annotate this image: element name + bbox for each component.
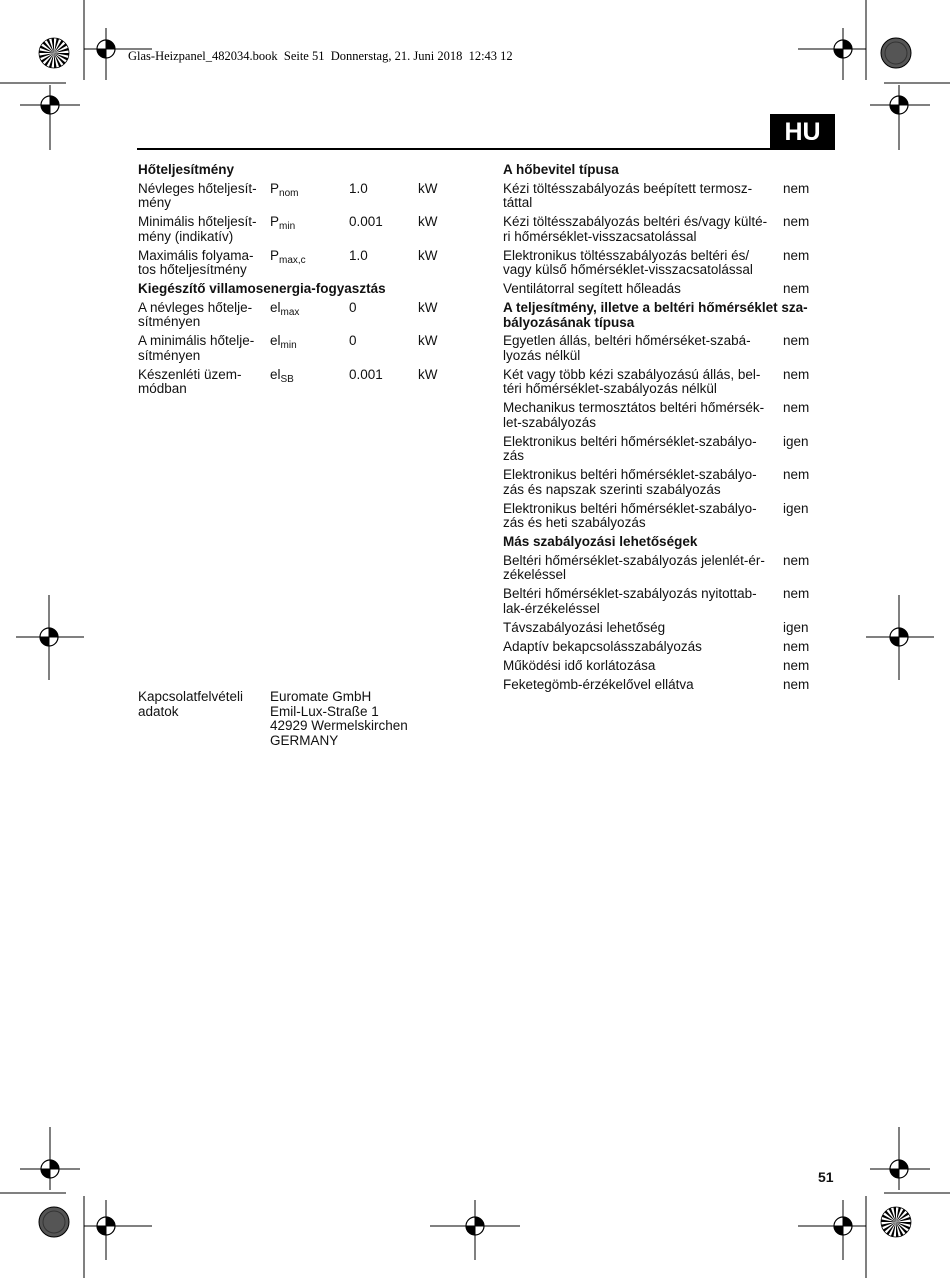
option-row bbox=[503, 282, 833, 297]
section-title-heat-output: Hőteljesítmény bbox=[138, 162, 235, 177]
option-label bbox=[503, 468, 783, 497]
option-label-line: Elektronikus töltésszabályozás beltéri és/ bbox=[503, 247, 750, 263]
spec-label-line: Készenléti üzem- bbox=[138, 366, 242, 382]
option-label-line: Elektronikus beltéri hőmérséklet-szabályo- bbox=[503, 467, 757, 482]
spec-label-line: sítményen bbox=[138, 347, 201, 363]
spec-symbol bbox=[270, 249, 349, 278]
contact-line: Emil-Lux-Straße 1 bbox=[270, 703, 379, 719]
contact-block bbox=[138, 690, 408, 748]
right-column bbox=[503, 163, 833, 697]
spec-row bbox=[138, 249, 458, 278]
section-title-other-options: Más szabályozási lehetőségek bbox=[503, 534, 698, 549]
option-value: nem bbox=[783, 247, 810, 263]
option-label-line: Beltéri hőmérséklet-szabályozás nyitottab- bbox=[503, 586, 757, 601]
option-value: igen bbox=[783, 433, 809, 449]
option-label-line: Két vagy több kézi szabályozású állás, bel- bbox=[503, 366, 761, 382]
option-value: nem bbox=[783, 214, 810, 229]
option-label bbox=[503, 659, 783, 674]
spec-label-line: Maximális folyama- bbox=[138, 247, 254, 263]
symbol-base: el bbox=[270, 299, 281, 315]
option-row bbox=[503, 678, 833, 693]
spec-label bbox=[138, 249, 270, 278]
option-label bbox=[503, 502, 783, 531]
option-label bbox=[503, 249, 783, 278]
option-value: nem bbox=[783, 281, 810, 296]
spec-unit: kW bbox=[418, 333, 438, 348]
option-value: nem bbox=[783, 366, 810, 382]
spec-label-line: A minimális hőtelje- bbox=[138, 333, 255, 348]
spec-row bbox=[138, 182, 458, 211]
left-column bbox=[138, 163, 458, 401]
symbol-subscript: max bbox=[280, 306, 300, 318]
spec-label bbox=[138, 334, 270, 363]
spec-row bbox=[138, 301, 458, 330]
section-title-heat-input-type: A hőbevitel típusa bbox=[503, 162, 619, 177]
option-value: igen bbox=[783, 500, 809, 516]
option-row bbox=[503, 640, 833, 655]
spec-label-line: Minimális hőteljesít- bbox=[138, 214, 257, 229]
option-label-line: lyozás nélkül bbox=[503, 347, 581, 363]
symbol-base: el bbox=[270, 366, 281, 382]
option-row bbox=[503, 502, 833, 531]
option-value: nem bbox=[783, 552, 810, 568]
option-value: nem bbox=[783, 586, 810, 601]
spec-label bbox=[138, 368, 270, 397]
option-row bbox=[503, 368, 833, 397]
section-title-aux-consumption: Kiegészítő villamosenergia-fogyasztás bbox=[138, 281, 386, 296]
spec-value: 0.001 bbox=[349, 214, 383, 229]
spec-symbol bbox=[270, 368, 349, 397]
control-type-title-line: bályozásának típusa bbox=[503, 314, 635, 330]
option-label-line: Működési idő korlátozása bbox=[503, 657, 656, 673]
spec-symbol bbox=[270, 334, 349, 363]
spec-label bbox=[138, 215, 270, 244]
language-tab: HU bbox=[770, 114, 835, 150]
option-label-line: Elektronikus beltéri hőmérséklet-szabályo- bbox=[503, 500, 757, 516]
spec-row bbox=[138, 368, 458, 397]
option-label-line: zás és napszak szerinti szabályozás bbox=[503, 481, 721, 497]
control-type-title-line: A teljesítmény, illetve a beltéri hőmérséklet sza- bbox=[503, 300, 808, 315]
option-label-line: Beltéri hőmérséklet-szabályozás jelenlét-ér- bbox=[503, 552, 765, 568]
option-label-line: zás bbox=[503, 448, 525, 463]
heat-output-rows bbox=[138, 182, 458, 278]
spec-label-line: sítményen bbox=[138, 314, 201, 329]
page-number: 51 bbox=[818, 1169, 834, 1185]
option-label-line: ri hőmérséklet-visszacsatolással bbox=[503, 228, 697, 244]
option-row bbox=[503, 249, 833, 278]
option-label bbox=[503, 182, 783, 211]
spec-label-line: mény bbox=[138, 195, 172, 210]
symbol-subscript: max,c bbox=[279, 254, 306, 266]
option-label bbox=[503, 368, 783, 397]
option-label-line: vagy külső hőmérséklet-visszacsatolással bbox=[503, 262, 753, 277]
spec-value: 0 bbox=[349, 299, 357, 315]
symbol-base: P bbox=[270, 180, 280, 196]
option-label bbox=[503, 435, 783, 464]
spec-label-line: A névleges hőtelje- bbox=[138, 299, 253, 315]
spec-label-line: módban bbox=[138, 381, 187, 396]
spec-symbol bbox=[270, 215, 349, 244]
option-label bbox=[503, 215, 783, 244]
spec-unit: kW bbox=[418, 180, 438, 196]
option-value: nem bbox=[783, 333, 810, 348]
option-label-line: Mechanikus termosztátos beltéri hőmérsék- bbox=[503, 400, 765, 415]
spec-symbol bbox=[270, 182, 349, 211]
contact-label bbox=[138, 690, 270, 748]
control-type-rows bbox=[503, 334, 833, 531]
option-row bbox=[503, 215, 833, 244]
option-label bbox=[503, 282, 783, 297]
option-row bbox=[503, 334, 833, 363]
other-options-rows bbox=[503, 554, 833, 693]
spec-row bbox=[138, 334, 458, 363]
option-label bbox=[503, 678, 783, 693]
option-label bbox=[503, 621, 783, 636]
spec-label bbox=[138, 182, 270, 211]
option-row bbox=[503, 468, 833, 497]
spec-value: 0.001 bbox=[349, 366, 383, 382]
contact-label-line: Kapcsolatfelvételi bbox=[138, 689, 244, 704]
header-rule bbox=[137, 148, 834, 150]
symbol-base: P bbox=[270, 214, 280, 229]
option-label-line: Kézi töltésszabályozás beépített termosz- bbox=[503, 180, 753, 196]
spec-label-line: Névleges hőteljesít- bbox=[138, 180, 257, 196]
option-label bbox=[503, 640, 783, 655]
spec-value: 1.0 bbox=[349, 247, 368, 263]
print-header: Glas-Heizpanel_482034.book Seite 51 Donnerstag, 21. Juni 2018 12:43 12 bbox=[128, 49, 513, 63]
option-row bbox=[503, 182, 833, 211]
option-label-line: Kézi töltésszabályozás beltéri és/vagy külté- bbox=[503, 214, 768, 229]
option-value: nem bbox=[783, 400, 810, 415]
option-value: nem bbox=[783, 676, 810, 692]
contact-line: GERMANY bbox=[270, 732, 339, 748]
symbol-subscript: SB bbox=[280, 373, 294, 385]
option-label bbox=[503, 587, 783, 616]
symbol-subscript: min bbox=[280, 340, 297, 351]
option-label-line: let-szabályozás bbox=[503, 414, 597, 430]
heat-input-type-rows bbox=[503, 182, 833, 297]
option-row bbox=[503, 659, 833, 674]
option-label-line: Egyetlen állás, beltéri hőmérséket-szabá- bbox=[503, 333, 751, 348]
spec-label bbox=[138, 301, 270, 330]
option-value: nem bbox=[783, 180, 810, 196]
option-label-line: Feketegömb-érzékelővel ellátva bbox=[503, 676, 694, 692]
contact-line: Euromate GmbH bbox=[270, 689, 372, 704]
option-row bbox=[503, 621, 833, 636]
aux-consumption-rows bbox=[138, 301, 458, 397]
symbol-base: P bbox=[270, 247, 280, 263]
option-label bbox=[503, 334, 783, 363]
option-label-line: téri hőmérséklet-szabályozás nélkül bbox=[503, 381, 717, 396]
option-label bbox=[503, 554, 783, 583]
spec-value: 0 bbox=[349, 333, 357, 348]
spec-label-line: tos hőteljesítmény bbox=[138, 262, 247, 277]
spec-unit: kW bbox=[418, 214, 438, 229]
option-label-line: lak-érzékeléssel bbox=[503, 600, 600, 616]
option-value: nem bbox=[783, 657, 810, 673]
option-label-line: Ventilátorral segített hőleadás bbox=[503, 281, 681, 296]
symbol-subscript: nom bbox=[279, 187, 299, 199]
symbol-base: el bbox=[270, 333, 281, 348]
option-label-line: táttal bbox=[503, 195, 533, 210]
option-row bbox=[503, 587, 833, 616]
spec-symbol bbox=[270, 301, 349, 330]
option-label-line: zás és heti szabályozás bbox=[503, 515, 646, 530]
option-row bbox=[503, 554, 833, 583]
symbol-subscript: min bbox=[279, 221, 296, 232]
option-label-line: Távszabályozási lehetőség bbox=[503, 619, 666, 635]
contact-address bbox=[270, 690, 408, 748]
spec-unit: kW bbox=[418, 366, 438, 382]
option-label-line: zékeléssel bbox=[503, 567, 567, 582]
spec-unit: kW bbox=[418, 247, 438, 263]
contact-label-line: adatok bbox=[138, 703, 179, 719]
section-title-control-type bbox=[503, 301, 833, 330]
contact-line: 42929 Wermelskirchen bbox=[270, 718, 408, 733]
option-row bbox=[503, 401, 833, 430]
option-value: igen bbox=[783, 619, 809, 635]
option-value: nem bbox=[783, 638, 810, 654]
option-label-line: Adaptív bekapcsolásszabályozás bbox=[503, 638, 702, 654]
option-label-line: Elektronikus beltéri hőmérséklet-szabályo- bbox=[503, 433, 757, 449]
spec-row bbox=[138, 215, 458, 244]
spec-unit: kW bbox=[418, 299, 438, 315]
option-value: nem bbox=[783, 467, 810, 482]
spec-label-line: mény (indikatív) bbox=[138, 228, 234, 244]
option-row bbox=[503, 435, 833, 464]
spec-value: 1.0 bbox=[349, 180, 368, 196]
option-label bbox=[503, 401, 783, 430]
